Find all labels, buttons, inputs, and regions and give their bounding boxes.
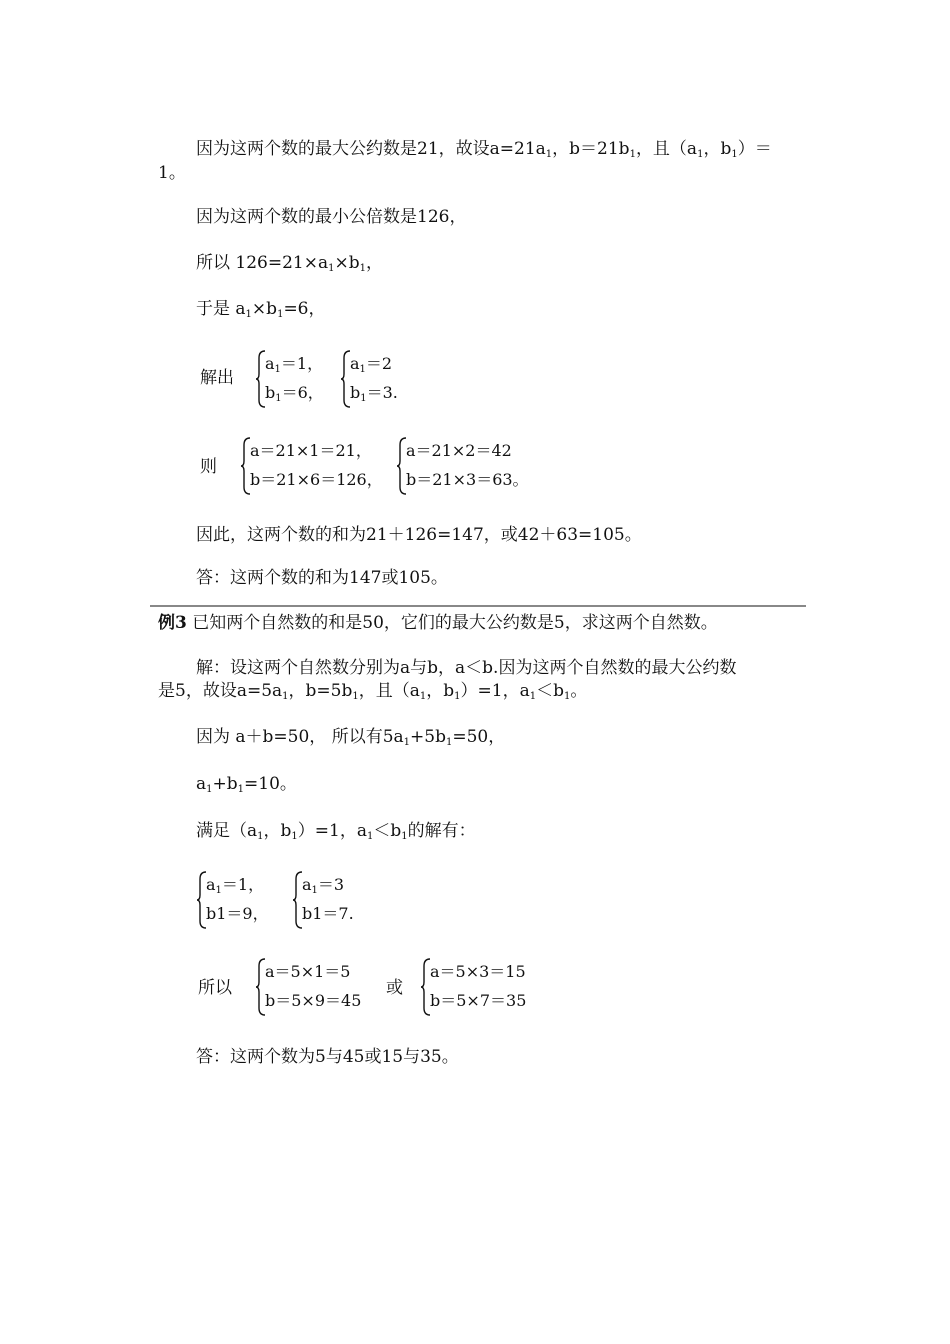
paragraph-because [196, 726, 505, 748]
equation-row [350, 354, 392, 374]
then-label: 则 [200, 457, 217, 477]
text: ＝3 [317, 875, 345, 894]
paragraph-equation [196, 252, 383, 274]
text: b [265, 383, 276, 402]
equation-row [350, 383, 398, 403]
text: =10。 [244, 774, 297, 794]
text: ，b＝21b [552, 139, 630, 159]
equation-row: b＝21×6＝126， [250, 470, 383, 489]
equation-row: b1＝7. [302, 904, 354, 923]
paragraph-gcd-setup [196, 138, 772, 160]
text: a [206, 875, 216, 894]
subscript: 1 [403, 737, 411, 748]
subscript: 1 [245, 309, 252, 320]
equation-row [265, 383, 324, 403]
example-label: 例3 [158, 613, 187, 633]
paragraph-conditions [196, 820, 476, 842]
text: ＝2 [365, 354, 393, 373]
text: ＜b [373, 821, 402, 841]
subscript: 1 [454, 691, 461, 702]
subscript: 1 [629, 149, 636, 160]
subscript: 1 [445, 737, 453, 748]
text: ，b [426, 681, 455, 701]
subscript: 1 [529, 691, 537, 702]
subscript: 1 [401, 831, 408, 842]
text: 是5，故设a=5a [158, 681, 283, 701]
text: ＝3. [366, 383, 398, 402]
text: ＝1， [280, 354, 324, 373]
subscript: 1 [731, 149, 738, 160]
paragraph-answer-2: 答：这两个数为5与45或15与35。 [196, 1047, 459, 1067]
subscript: 1 [359, 263, 366, 274]
text: ＝1， [221, 875, 265, 894]
equation-row: b＝5×9＝45 [265, 991, 362, 1010]
section-divider [150, 605, 806, 607]
text: 满足（a [196, 821, 258, 841]
equation-row: b＝21×3＝63。 [406, 470, 529, 489]
text: 于是 a [196, 299, 246, 319]
subscript: 1 [215, 885, 222, 896]
example-text: 已知两个自然数的和是50，它们的最大公约数是5，求这两个自然数。 [186, 613, 718, 633]
subscript: 1 [352, 691, 359, 702]
subscript: 1 [360, 393, 367, 404]
equation-row [206, 875, 264, 895]
subscript: 1 [291, 831, 298, 842]
text: ）＝ [737, 139, 772, 159]
text: ＝6， [281, 383, 324, 402]
equation-row: a＝5×1＝5 [265, 962, 351, 981]
subscript: 1 [419, 691, 427, 702]
paragraph-lcm: 因为这两个数的最小公倍数是126， [196, 207, 467, 227]
text: ，且（a [358, 681, 420, 701]
subscript: 1 [311, 885, 318, 896]
so-label: 所以 [198, 978, 232, 998]
text: ，b [703, 139, 732, 159]
text: 的解有： [407, 821, 476, 841]
subscript: 1 [563, 691, 571, 702]
subscript: 1 [206, 784, 213, 795]
subscript: 1 [366, 831, 374, 842]
text: ，b=5b [288, 681, 353, 701]
text: +5b [410, 727, 446, 747]
paragraph-gcd-setup-cont: 1。 [158, 163, 186, 183]
text: ＜b [536, 681, 564, 701]
text: a [196, 774, 207, 794]
text: 因为这两个数的最大公约数是21，故设a=21a [196, 139, 546, 159]
text: 。 [570, 681, 588, 701]
example-3-heading [158, 612, 718, 634]
text: 因为 a＋b=50， 所以有5a [196, 727, 404, 747]
equation-row: a＝21×2＝42 [406, 441, 512, 460]
text: ， [366, 253, 383, 273]
subscript: 1 [237, 784, 245, 795]
subscript: 1 [545, 149, 553, 160]
text: +b [212, 774, 238, 794]
text: a [350, 354, 360, 373]
text: ×b [334, 253, 360, 273]
subscript: 1 [282, 691, 289, 702]
paragraph-solution-line2 [158, 680, 587, 702]
equation-row: a＝21×1＝21， [250, 441, 372, 460]
text: =6， [283, 299, 326, 319]
text: ，且（a [635, 139, 698, 159]
subscript: 1 [277, 309, 284, 320]
paragraph-sum-eq [196, 773, 297, 795]
text: b [350, 383, 361, 402]
text: ×b [251, 299, 278, 319]
subscript: 1 [359, 364, 366, 375]
text: a [302, 875, 312, 894]
equation-row [265, 354, 323, 374]
paragraph-product [196, 298, 326, 320]
text: =50， [452, 727, 506, 747]
text: ，b [263, 821, 292, 841]
text: ）=1，a [460, 681, 530, 701]
subscript: 1 [257, 831, 264, 842]
subscript: 1 [275, 393, 282, 404]
equation-row: b＝5×7＝35 [430, 991, 527, 1010]
subscript: 1 [328, 263, 335, 274]
text: ）=1，a [297, 821, 367, 841]
equation-row: a＝5×3＝15 [430, 962, 526, 981]
subscript: 1 [697, 149, 704, 160]
equation-row [302, 875, 344, 895]
subscript: 1 [274, 364, 281, 375]
paragraph-sum: 因此，这两个数的和为21＋126=147，或42＋63=105。 [196, 525, 642, 545]
solve-label: 解出 [200, 368, 234, 388]
equation-row: b1＝9， [206, 904, 269, 923]
paragraph-solution-line1: 解：设这两个自然数分别为a与b，a＜b.因为这两个自然数的最大公约数 [196, 658, 737, 678]
text: 所以 126=21×a [196, 253, 329, 273]
text: a [265, 354, 275, 373]
paragraph-answer-1: 答：这两个数的和为147或105。 [196, 568, 448, 588]
or-label: 或 [386, 978, 403, 998]
